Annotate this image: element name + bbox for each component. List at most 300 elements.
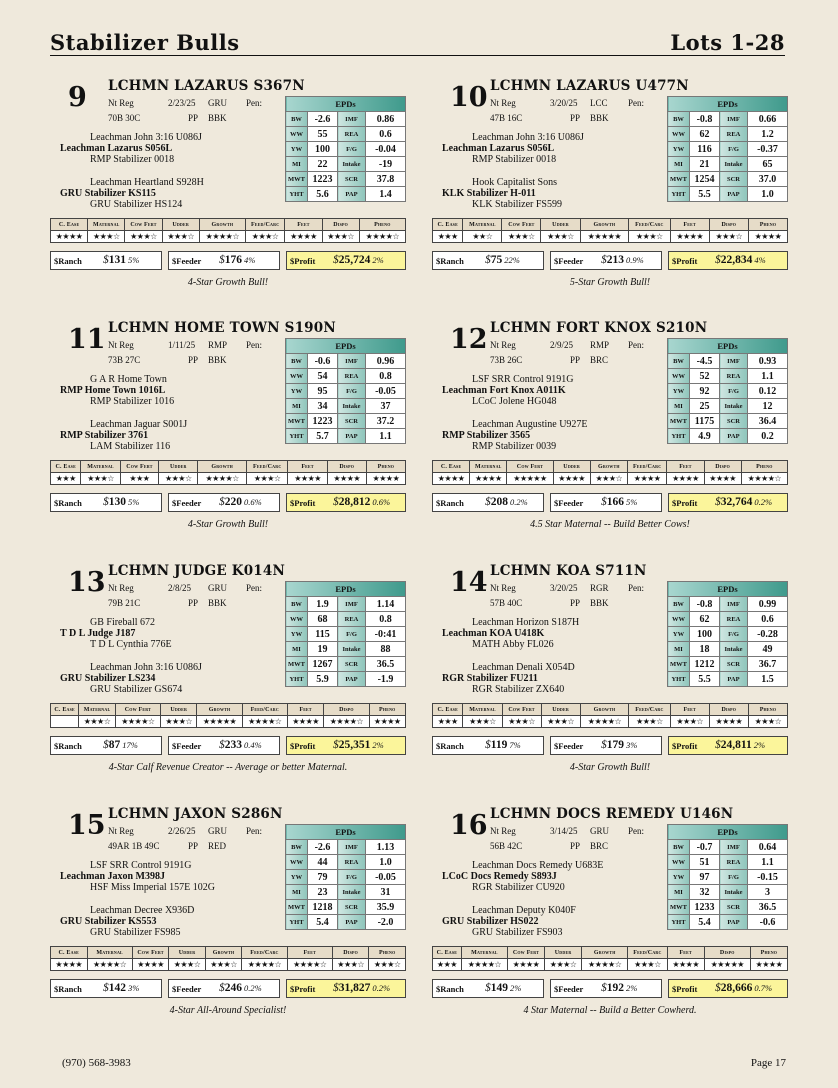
star-value-row bbox=[433, 959, 788, 971]
epd-label-yht: YHT bbox=[668, 672, 690, 687]
ranch-value: $119 7% bbox=[485, 739, 521, 751]
color-code: BRC bbox=[590, 355, 609, 365]
star-header-cell: Pheno bbox=[369, 947, 406, 959]
epd-value-yht: 5.7 bbox=[308, 429, 338, 444]
epd-label-rea: REA bbox=[338, 612, 366, 627]
star-rating-cell: ★★★★ bbox=[627, 473, 666, 485]
epd-label-fg: F/G bbox=[720, 870, 748, 885]
star-rating-cell: ★★★☆ bbox=[541, 716, 580, 728]
star-header-cell: Pheno bbox=[359, 219, 405, 231]
star-rating-cell: ★★★★☆ bbox=[242, 959, 287, 971]
pen-label: Pen: bbox=[628, 583, 645, 593]
pedigree-dam-sire: Hook Capitalist Sons bbox=[472, 177, 558, 188]
epd-label-imf: IMF bbox=[338, 597, 366, 612]
star-header-row bbox=[433, 947, 788, 959]
ranch-label: $Ranch bbox=[436, 984, 464, 994]
ranch-index-box bbox=[432, 736, 544, 755]
birth-date: 3/20/25 bbox=[550, 583, 578, 593]
reg-status: Nt Reg bbox=[490, 826, 516, 836]
epd-label-mwt: MWT bbox=[668, 900, 690, 915]
epd-value-mwt: 1223 bbox=[308, 414, 338, 429]
star-header-cell: Growth bbox=[580, 704, 629, 716]
ranch-index-box bbox=[50, 736, 162, 755]
epd-table bbox=[667, 96, 788, 202]
epd-label-yw: YW bbox=[668, 384, 690, 399]
epd-value-scr: 36.5 bbox=[366, 657, 406, 672]
feeder-label: $Feeder bbox=[172, 256, 202, 266]
pedigree-sire: Leachman Jaxon M398J bbox=[60, 871, 165, 882]
star-header-cell: Pheno bbox=[741, 461, 787, 473]
epd-label-mi: MI bbox=[286, 399, 308, 414]
epd-label-scr: SCR bbox=[338, 414, 366, 429]
epd-value-ww: 44 bbox=[308, 855, 338, 870]
epd-label-scr: SCR bbox=[338, 900, 366, 915]
epd-value-intake: 88 bbox=[366, 642, 406, 657]
epd-header: EPDs bbox=[668, 825, 788, 840]
pedigree-sire-sire: Leachman Horizon S187H bbox=[472, 617, 580, 628]
epd-value-ww: 55 bbox=[308, 127, 338, 142]
epd-value-imf: 0.64 bbox=[748, 840, 788, 855]
lot-card bbox=[50, 806, 408, 1036]
epd-value-fg: 0.12 bbox=[748, 384, 788, 399]
profit-label: $Profit bbox=[672, 256, 698, 266]
lot-tagline: 4-Star Growth Bull! bbox=[187, 277, 269, 288]
reg-status: Nt Reg bbox=[108, 340, 134, 350]
polled-status: PP bbox=[188, 113, 199, 123]
epd-value-ww: 62 bbox=[690, 612, 720, 627]
epd-value-pap: 1.5 bbox=[748, 672, 788, 687]
star-rating-cell: ★★★★☆ bbox=[359, 231, 405, 243]
epd-value-yw: 100 bbox=[690, 627, 720, 642]
pedigree-dam: GRU Stabilizer HS022 bbox=[442, 916, 539, 927]
pedigree-sire-dam: RGR Stabilizer CU920 bbox=[472, 882, 565, 893]
lot-tagline: 4-Star Calf Revenue Creator -- Average or better Maternal. bbox=[108, 762, 348, 773]
star-value-row bbox=[51, 473, 406, 485]
star-header-row bbox=[51, 461, 406, 473]
star-header-cell: Pheno bbox=[750, 947, 787, 959]
epd-value-ww: 52 bbox=[690, 369, 720, 384]
star-header-cell: Dispo bbox=[327, 461, 366, 473]
star-rating-cell: ★★★★ bbox=[132, 959, 169, 971]
epd-table bbox=[285, 338, 406, 444]
epd-label-intake: Intake bbox=[338, 399, 366, 414]
footer-phone: (970) 568-3983 bbox=[62, 1057, 131, 1069]
epd-label-fg: F/G bbox=[720, 142, 748, 157]
star-header-cell: Cow Fert bbox=[502, 219, 541, 231]
epd-label-fg: F/G bbox=[338, 384, 366, 399]
star-rating-cell: ★★★ bbox=[51, 473, 81, 485]
pedigree-sire-dam: RMP Stabilizer 0018 bbox=[472, 154, 557, 165]
star-ratings-table bbox=[50, 460, 406, 485]
epd-label-intake: Intake bbox=[720, 399, 748, 414]
color-code: RED bbox=[208, 841, 226, 851]
birth-date: 2/8/25 bbox=[168, 583, 192, 593]
star-rating-cell: ★★★★ bbox=[433, 473, 470, 485]
pedigree-sire: Leachman KOA U418K bbox=[442, 628, 545, 639]
star-rating-cell: ★★★☆ bbox=[79, 716, 115, 728]
star-header-cell: Feed/Carc bbox=[627, 461, 666, 473]
star-rating-cell: ★★★☆ bbox=[502, 231, 541, 243]
profit-index-box bbox=[668, 736, 788, 755]
epd-value-scr: 35.9 bbox=[366, 900, 406, 915]
lot-card bbox=[432, 806, 790, 1036]
ranch-index-box bbox=[50, 979, 162, 998]
birth-date: 2/9/25 bbox=[550, 340, 574, 350]
polled-status: PP bbox=[188, 355, 199, 365]
epd-value-mi: 32 bbox=[690, 885, 720, 900]
epd-label-intake: Intake bbox=[720, 642, 748, 657]
feeder-value: $213 0.9% bbox=[601, 254, 644, 266]
feeder-label: $Feeder bbox=[554, 741, 584, 751]
ranch-percentile: 22% bbox=[504, 255, 520, 265]
epd-label-scr: SCR bbox=[720, 414, 748, 429]
epd-value-intake: 49 bbox=[748, 642, 788, 657]
star-rating-cell: ★★★☆ bbox=[369, 959, 406, 971]
lot-card bbox=[432, 78, 790, 308]
epd-value-mwt: 1223 bbox=[308, 172, 338, 187]
reg-status: Nt Reg bbox=[108, 98, 134, 108]
star-rating-cell: ★★★★★ bbox=[507, 473, 553, 485]
polled-status: PP bbox=[570, 598, 581, 608]
epd-label-rea: REA bbox=[338, 369, 366, 384]
epd-label-intake: Intake bbox=[720, 157, 748, 172]
feeder-label: $Feeder bbox=[554, 498, 584, 508]
profit-percentile: 0.7% bbox=[754, 983, 773, 993]
star-value-row bbox=[433, 473, 788, 485]
epd-label-mwt: MWT bbox=[668, 657, 690, 672]
feeder-index-box bbox=[550, 979, 662, 998]
pedigree-dam: RGR Stabilizer FU211 bbox=[442, 673, 538, 684]
star-header-cell: C. Ease bbox=[51, 704, 79, 716]
star-header-cell: Feet bbox=[670, 219, 709, 231]
pedigree-dam-dam: GRU Stabilizer FS985 bbox=[90, 927, 181, 938]
pedigree-sire: RMP Home Town 1016L bbox=[60, 385, 166, 396]
star-header-row bbox=[433, 704, 788, 716]
feeder-value: $166 5% bbox=[601, 496, 638, 508]
profit-amount: 31,827 bbox=[338, 982, 371, 994]
star-rating-cell: ★★★☆ bbox=[332, 959, 369, 971]
epd-label-intake: Intake bbox=[720, 885, 748, 900]
epd-value-pap: 1.1 bbox=[366, 429, 406, 444]
polled-status: PP bbox=[570, 355, 581, 365]
feeder-amount: 233 bbox=[224, 739, 242, 751]
epd-label-mi: MI bbox=[286, 885, 308, 900]
feeder-amount: 246 bbox=[224, 982, 242, 994]
tattoo-code: 57B 40C bbox=[490, 598, 523, 608]
epd-label-scr: SCR bbox=[720, 657, 748, 672]
feeder-percentile: 0.9% bbox=[626, 255, 644, 265]
star-rating-cell: ★★★★ bbox=[287, 716, 323, 728]
ranch-value: $142 3% bbox=[103, 982, 140, 994]
pedigree-dam: RMP Stabilizer 3761 bbox=[60, 430, 149, 441]
epd-value-yw: 116 bbox=[690, 142, 720, 157]
star-header-cell: Growth bbox=[582, 947, 628, 959]
feeder-value: $192 2% bbox=[601, 982, 638, 994]
ranch-index-box bbox=[50, 251, 162, 270]
color-code: BBK bbox=[590, 113, 609, 123]
star-rating-cell: ★★★☆ bbox=[545, 959, 582, 971]
star-header-cell: Growth bbox=[590, 461, 627, 473]
pedigree-dam-dam: GRU Stabilizer FS903 bbox=[472, 927, 563, 938]
epd-value-rea: 0.6 bbox=[748, 612, 788, 627]
profit-percentile: 2% bbox=[372, 255, 384, 265]
epd-header: EPDs bbox=[286, 97, 406, 112]
epd-value-mwt: 1212 bbox=[690, 657, 720, 672]
profit-label: $Profit bbox=[290, 984, 316, 994]
feeder-percentile: 0.4% bbox=[244, 740, 262, 750]
star-value-row bbox=[433, 231, 788, 243]
epd-table bbox=[667, 338, 788, 444]
star-header-cell: Udder bbox=[162, 219, 199, 231]
epd-value-ww: 62 bbox=[690, 127, 720, 142]
epd-value-scr: 36.5 bbox=[748, 900, 788, 915]
pedigree-dam-dam: KLK Stabilizer FS599 bbox=[472, 199, 562, 210]
star-header-cell: Growth bbox=[580, 219, 629, 231]
epd-label-bw: BW bbox=[286, 597, 308, 612]
star-header-cell: Maternal bbox=[88, 219, 125, 231]
pedigree-dam: RMP Stabilizer 3565 bbox=[442, 430, 531, 441]
star-header-cell: Feet bbox=[288, 461, 327, 473]
epd-value-bw: -0.7 bbox=[690, 840, 720, 855]
pedigree-sire: Leachman Lazarus S056L bbox=[60, 143, 173, 154]
star-header-cell: Udder bbox=[169, 947, 206, 959]
epd-label-bw: BW bbox=[668, 112, 690, 127]
star-header-cell: Cow Fert bbox=[125, 219, 162, 231]
ranch-amount: 130 bbox=[108, 496, 126, 508]
star-value-row bbox=[51, 959, 406, 971]
ranch-amount: 119 bbox=[490, 739, 508, 751]
star-rating-cell: ★★★★☆ bbox=[287, 959, 332, 971]
star-rating-cell bbox=[51, 716, 79, 728]
epd-label-ww: WW bbox=[286, 612, 308, 627]
star-header-cell: Maternal bbox=[463, 219, 502, 231]
star-rating-cell: ★★★★ bbox=[470, 473, 507, 485]
epd-label-intake: Intake bbox=[338, 885, 366, 900]
star-header-cell: Feed/Carc bbox=[242, 704, 287, 716]
star-rating-cell: ★★★ bbox=[433, 959, 462, 971]
feeder-amount: 213 bbox=[606, 254, 624, 266]
epd-label-mwt: MWT bbox=[286, 172, 308, 187]
star-header-cell: Feed/Carc bbox=[245, 219, 284, 231]
star-ratings-table bbox=[432, 703, 788, 728]
epd-label-rea: REA bbox=[338, 127, 366, 142]
profit-amount: 24,811 bbox=[720, 739, 752, 751]
polled-status: PP bbox=[188, 598, 199, 608]
star-header-cell: C. Ease bbox=[51, 947, 88, 959]
star-rating-cell: ★★★★ bbox=[704, 473, 741, 485]
epd-label-mi: MI bbox=[286, 157, 308, 172]
lot-tagline: 4-Star All-Around Specialist! bbox=[169, 1005, 287, 1016]
feeder-amount: 176 bbox=[224, 254, 242, 266]
pen-label: Pen: bbox=[246, 583, 263, 593]
star-rating-cell: ★★★☆ bbox=[125, 231, 162, 243]
star-header-cell: C. Ease bbox=[433, 947, 462, 959]
star-header-cell: C. Ease bbox=[433, 704, 463, 716]
pen-label: Pen: bbox=[246, 340, 263, 350]
star-rating-cell: ★★★☆ bbox=[628, 959, 667, 971]
pedigree-sire: Leachman Fort Knox A011K bbox=[442, 385, 566, 396]
tattoo-code: 49AR 1B 49C bbox=[108, 841, 160, 851]
star-rating-cell: ★★★ bbox=[120, 473, 159, 485]
lot-tagline: 4-Star Growth Bull! bbox=[569, 762, 651, 773]
star-header-cell: Growth bbox=[197, 704, 242, 716]
profit-label: $Profit bbox=[672, 741, 698, 751]
pen-label: Pen: bbox=[628, 98, 645, 108]
ranch-amount: 142 bbox=[108, 982, 126, 994]
star-header-cell: Maternal bbox=[79, 704, 115, 716]
feeder-label: $Feeder bbox=[172, 498, 202, 508]
feeder-percentile: 0.6% bbox=[244, 497, 262, 507]
star-ratings-table bbox=[50, 218, 406, 243]
star-rating-cell: ★★★★☆ bbox=[324, 716, 369, 728]
profit-value: $22,834 4% bbox=[715, 254, 766, 266]
epd-value-pap: 0.2 bbox=[748, 429, 788, 444]
epd-label-pap: PAP bbox=[338, 187, 366, 202]
profit-index-box bbox=[668, 493, 788, 512]
star-rating-cell: ★★★ bbox=[433, 231, 463, 243]
epd-value-ww: 51 bbox=[690, 855, 720, 870]
epd-value-rea: 1.1 bbox=[748, 855, 788, 870]
birth-date: 1/11/25 bbox=[168, 340, 196, 350]
profit-amount: 25,724 bbox=[338, 254, 371, 266]
epd-value-imf: 0.66 bbox=[748, 112, 788, 127]
feeder-label: $Feeder bbox=[554, 984, 584, 994]
ranch-percentile: 2% bbox=[510, 983, 522, 993]
epd-label-yht: YHT bbox=[668, 429, 690, 444]
epd-value-pap: -1.9 bbox=[366, 672, 406, 687]
star-rating-cell: ★★★★ bbox=[750, 959, 787, 971]
epd-label-mi: MI bbox=[668, 642, 690, 657]
tattoo-code: 79B 21C bbox=[108, 598, 141, 608]
epd-value-rea: 1.1 bbox=[748, 369, 788, 384]
lot-number: 14 bbox=[450, 567, 488, 598]
epd-value-yw: 115 bbox=[308, 627, 338, 642]
star-header-cell: Feed/Carc bbox=[628, 947, 667, 959]
star-header-cell: Maternal bbox=[463, 704, 502, 716]
pedigree-sire-dam: HSF Miss Imperial 157E 102G bbox=[90, 882, 215, 893]
epd-label-yw: YW bbox=[286, 142, 308, 157]
star-header-cell: Feed/Carc bbox=[242, 947, 287, 959]
epd-label-yw: YW bbox=[286, 384, 308, 399]
star-rating-cell: ★★★☆ bbox=[709, 231, 748, 243]
profit-index-box bbox=[286, 979, 406, 998]
epd-label-ww: WW bbox=[286, 855, 308, 870]
epd-label-imf: IMF bbox=[720, 354, 748, 369]
epd-label-yht: YHT bbox=[286, 915, 308, 930]
star-rating-cell: ★★★★☆ bbox=[242, 716, 287, 728]
feeder-index-box bbox=[168, 251, 280, 270]
pedigree-dam-sire: Leachman Jaguar S001J bbox=[90, 419, 188, 430]
profit-percentile: 0.2% bbox=[372, 983, 391, 993]
epd-label-fg: F/G bbox=[338, 627, 366, 642]
star-rating-cell: ★★★★ bbox=[369, 716, 405, 728]
epd-label-mi: MI bbox=[286, 642, 308, 657]
profit-value: $25,351 2% bbox=[333, 739, 384, 751]
feeder-index-box bbox=[550, 493, 662, 512]
star-header-cell: C. Ease bbox=[433, 461, 470, 473]
lot-name: LCHMN HOME TOWN S190N bbox=[108, 320, 336, 336]
epd-label-intake: Intake bbox=[338, 642, 366, 657]
epd-value-mi: 25 bbox=[690, 399, 720, 414]
star-header-cell: Feet bbox=[287, 947, 332, 959]
star-rating-cell: ★★★★☆ bbox=[198, 473, 247, 485]
epd-label-rea: REA bbox=[720, 855, 748, 870]
owner-code: GRU bbox=[208, 583, 228, 593]
star-rating-cell: ★★★☆ bbox=[463, 716, 502, 728]
epd-value-pap: -0.6 bbox=[748, 915, 788, 930]
polled-status: PP bbox=[570, 841, 581, 851]
profit-index-box bbox=[668, 251, 788, 270]
profit-label: $Profit bbox=[672, 498, 698, 508]
epd-value-yw: 97 bbox=[690, 870, 720, 885]
epd-value-mwt: 1254 bbox=[690, 172, 720, 187]
epd-value-imf: 0.86 bbox=[366, 112, 406, 127]
tattoo-code: 73B 26C bbox=[490, 355, 523, 365]
lot-number: 15 bbox=[68, 810, 106, 841]
ranch-label: $Ranch bbox=[436, 741, 464, 751]
profit-percentile: 0.6% bbox=[372, 497, 391, 507]
star-header-cell: Cow Fert bbox=[502, 704, 541, 716]
star-rating-cell: ★★★★☆ bbox=[461, 959, 507, 971]
epd-header: EPDs bbox=[286, 339, 406, 354]
epd-value-intake: 65 bbox=[748, 157, 788, 172]
ranch-label: $Ranch bbox=[436, 498, 464, 508]
color-code: BBK bbox=[208, 598, 227, 608]
feeder-value: $220 0.6% bbox=[219, 496, 262, 508]
feeder-percentile: 2% bbox=[626, 983, 638, 993]
profit-percentile: 2% bbox=[372, 740, 384, 750]
pedigree-sire-sire: GB Fireball 672 bbox=[90, 617, 155, 628]
epd-value-bw: -0.8 bbox=[690, 112, 720, 127]
ranch-value: $208 0.2% bbox=[485, 496, 528, 508]
profit-amount: 28,666 bbox=[720, 982, 753, 994]
pedigree-sire-dam: RMP Stabilizer 1016 bbox=[90, 396, 175, 407]
profit-label: $Profit bbox=[290, 498, 316, 508]
epd-label-fg: F/G bbox=[720, 627, 748, 642]
feeder-value: $246 0.2% bbox=[219, 982, 262, 994]
epd-value-yht: 5.5 bbox=[690, 672, 720, 687]
star-rating-cell: ★★★☆ bbox=[162, 231, 199, 243]
pedigree-dam-dam: RMP Stabilizer 0039 bbox=[472, 441, 557, 452]
lot-tagline: 5-Star Growth Bull! bbox=[569, 277, 651, 288]
star-rating-cell: ★★★★☆ bbox=[582, 959, 628, 971]
ranch-index-box bbox=[432, 493, 544, 512]
ranch-index-box bbox=[432, 251, 544, 270]
pedigree-sire-dam: T D L Cynthia 776E bbox=[90, 639, 172, 650]
profit-label: $Profit bbox=[672, 984, 698, 994]
epd-table bbox=[285, 824, 406, 930]
star-header-cell: Cow Fert bbox=[120, 461, 159, 473]
ranch-label: $Ranch bbox=[54, 741, 82, 751]
epd-label-mi: MI bbox=[668, 157, 690, 172]
epd-label-pap: PAP bbox=[338, 915, 366, 930]
star-rating-cell: ★★★☆ bbox=[169, 959, 206, 971]
star-header-cell: Pheno bbox=[366, 461, 405, 473]
epd-label-fg: F/G bbox=[338, 142, 366, 157]
star-header-cell: Dispo bbox=[332, 947, 369, 959]
star-rating-cell: ★★★★☆ bbox=[115, 716, 160, 728]
epd-label-rea: REA bbox=[720, 369, 748, 384]
feeder-label: $Feeder bbox=[554, 256, 584, 266]
feeder-amount: 220 bbox=[224, 496, 242, 508]
tattoo-code: 47B 16C bbox=[490, 113, 523, 123]
epd-label-rea: REA bbox=[720, 612, 748, 627]
pedigree-dam-sire: Leachman Decree X936D bbox=[90, 905, 195, 916]
tattoo-code: 56B 42C bbox=[490, 841, 523, 851]
epd-label-intake: Intake bbox=[338, 157, 366, 172]
profit-index-box bbox=[668, 979, 788, 998]
profit-amount: 22,834 bbox=[720, 254, 753, 266]
